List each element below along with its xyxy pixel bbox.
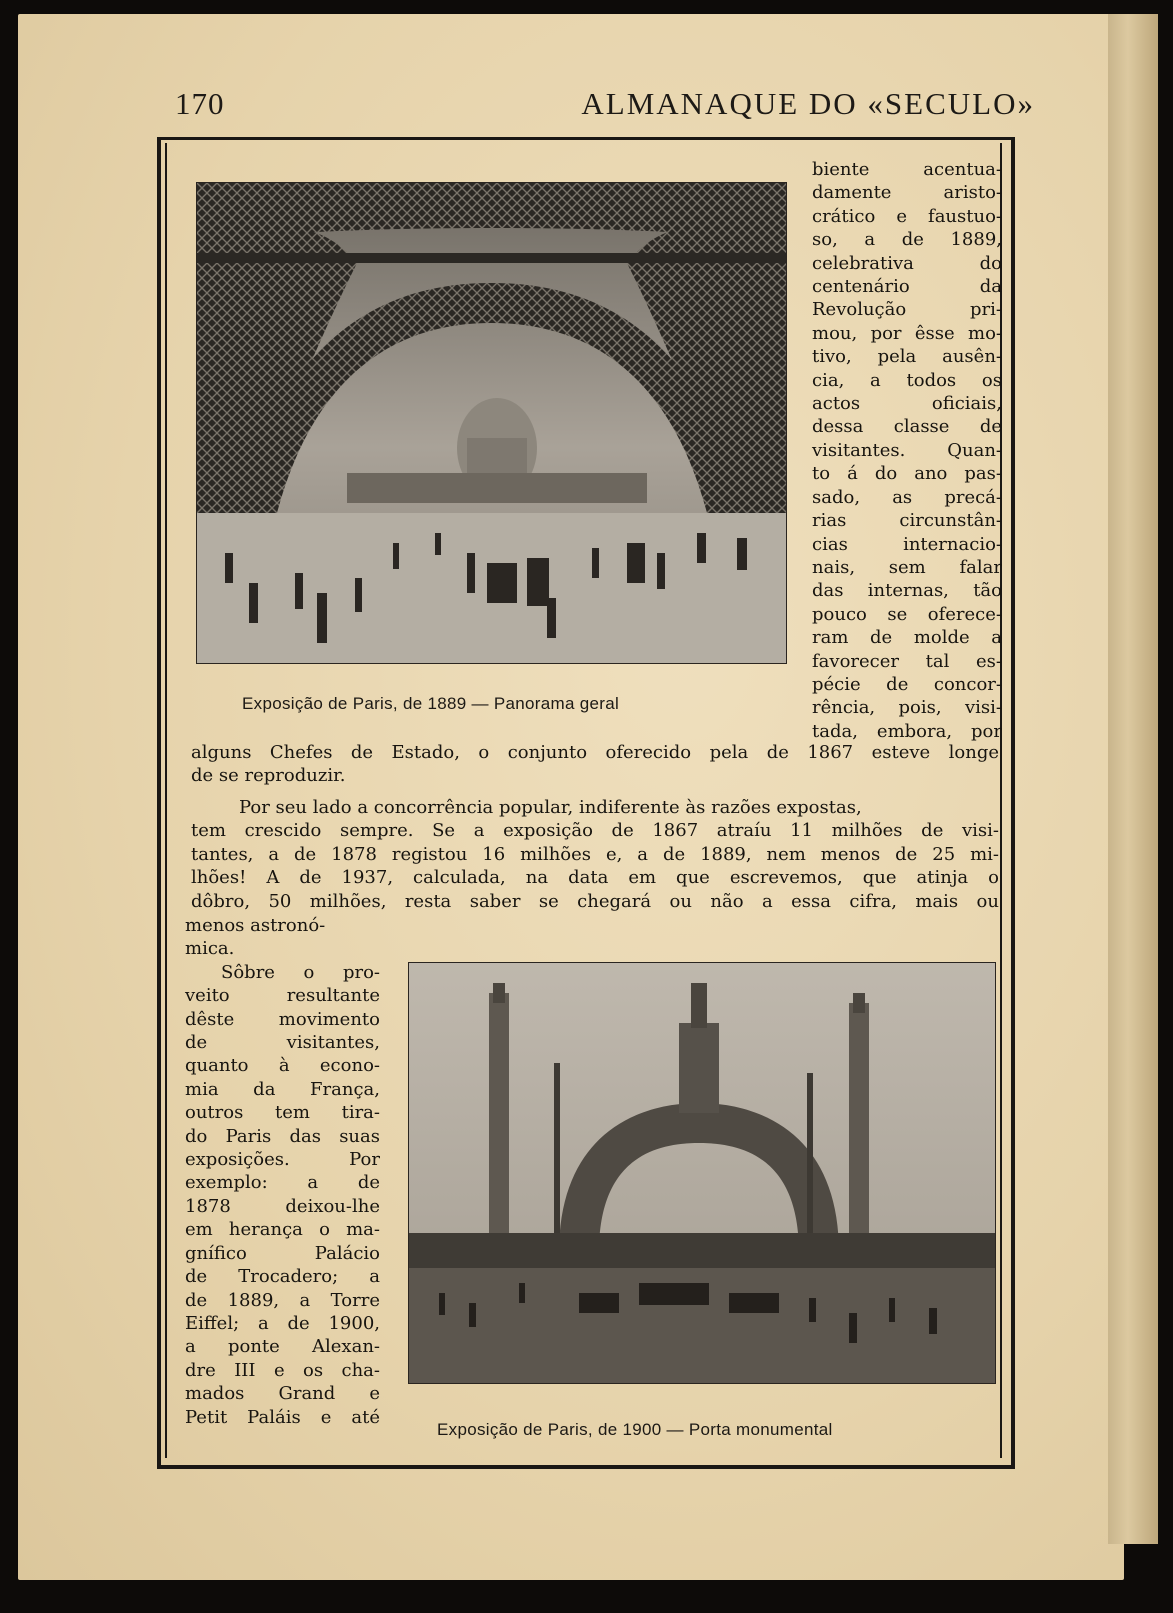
text-line: ram de molde a <box>812 627 1002 649</box>
caption-photo-1900: Exposição de Paris, de 1900 — Porta monumental <box>437 1420 833 1439</box>
text-line: mou, por êsse mo- <box>812 322 1002 344</box>
text-line: mia da França, <box>185 1078 380 1100</box>
text-line: pouco se oferece- <box>812 603 1002 625</box>
text-line: cia, a todos os <box>812 369 1002 391</box>
text-line: Petit Paláis e até <box>185 1406 380 1428</box>
text-line: em herança o ma- <box>185 1219 380 1241</box>
text-line: dêste movimento <box>185 1008 380 1030</box>
text-line: a ponte Alexan- <box>185 1336 380 1358</box>
book-spine <box>1108 14 1158 1544</box>
left-column-text <box>185 914 380 1429</box>
text-line: tantes, a de 1878 registou 16 milhões e, a de 1889, nem menos de 25 mi- <box>191 843 999 865</box>
text-line: rias circunstân- <box>812 510 1002 532</box>
right-column-text <box>812 158 1002 743</box>
page-number: 170 <box>175 86 225 121</box>
text-line: favorecer tal es- <box>812 650 1002 672</box>
text-line: alguns Chefes de Estado, o conjunto oferecido pela de 1867 esteve longe <box>191 742 999 763</box>
text-line: so, a de 1889, <box>812 229 1002 251</box>
text-line: biente acentua- <box>812 159 1002 180</box>
text-line: dessa classe de <box>812 416 1002 438</box>
text-line: pécie de concor- <box>812 673 1002 695</box>
paragraph-continuation <box>191 741 999 788</box>
text-line: Por seu lado a concorrência popular, indiferente às razões expostas, <box>239 797 862 818</box>
text-line: sado, as precá- <box>812 486 1002 508</box>
text-line: visitantes. Quan- <box>812 439 1002 461</box>
text-line: crático e faustuo- <box>812 205 1002 227</box>
text-line: nais, sem falar <box>812 556 1002 578</box>
paragraph-visitors <box>191 796 999 913</box>
text-line: tada, embora, por <box>812 720 1002 742</box>
page-header <box>175 86 1035 126</box>
text-line: to á do ano pas- <box>812 463 1002 485</box>
text-line: centenário da <box>812 276 1002 298</box>
text-line: das internas, tão <box>812 580 1002 602</box>
photo-porta-monumental-1900 <box>408 962 996 1384</box>
text-line: actos oficiais, <box>812 393 1002 415</box>
text-line: de visitantes, <box>185 1032 380 1054</box>
text-line: de Trocadero; a <box>185 1266 380 1288</box>
text-line: mados Grand e <box>185 1383 380 1405</box>
text-line: gnífico Palácio <box>185 1242 380 1264</box>
text-line: dôbro, 50 milhões, resta saber se chegará ou não a essa cifra, mais ou <box>191 890 999 912</box>
text-line: exposições. Por <box>185 1149 380 1171</box>
text-line: rência, pois, visi- <box>812 697 1002 719</box>
running-title: ALMANAQUE DO «SECULO» <box>581 86 1035 121</box>
text-line: Eiffel; a de 1900, <box>185 1312 380 1334</box>
text-line: cias internacio- <box>812 533 1002 555</box>
text-line: lhões! A de 1937, calculada, na data em que escrevemos, que atinja o <box>191 867 999 889</box>
text-line: tem crescido sempre. Se a exposição de 1867 atraíu 11 milhões de visi- <box>191 820 999 842</box>
text-line: menos astronó- <box>185 915 326 936</box>
text-line: de se reproduzir. <box>191 765 346 787</box>
text-line: dre III e os cha- <box>185 1359 380 1381</box>
text-line: Revolução pri- <box>812 299 1002 321</box>
text-line: outros tem tira- <box>185 1102 380 1124</box>
text-line: do Paris das suas <box>185 1125 380 1147</box>
text-line: damente aristo- <box>812 182 1002 204</box>
text-line: tivo, pela ausên- <box>812 346 1002 368</box>
text-line: 1878 deixou-lhe <box>185 1195 380 1217</box>
text-line: exemplo: a de <box>185 1172 380 1194</box>
text-line: celebrativa do <box>812 252 1002 274</box>
frame-rule-left <box>165 143 167 1458</box>
text-line: veito resultante <box>185 985 380 1007</box>
text-line: Sôbre o pro- <box>221 961 380 983</box>
text-line: quanto à econo- <box>185 1055 380 1077</box>
photo-eiffel-tower-1889 <box>196 182 787 664</box>
caption-photo-1889: Exposição de Paris, de 1889 — Panorama geral <box>242 694 620 713</box>
text-line: de 1889, a Torre <box>185 1289 380 1311</box>
text-line: mica. <box>185 938 235 960</box>
